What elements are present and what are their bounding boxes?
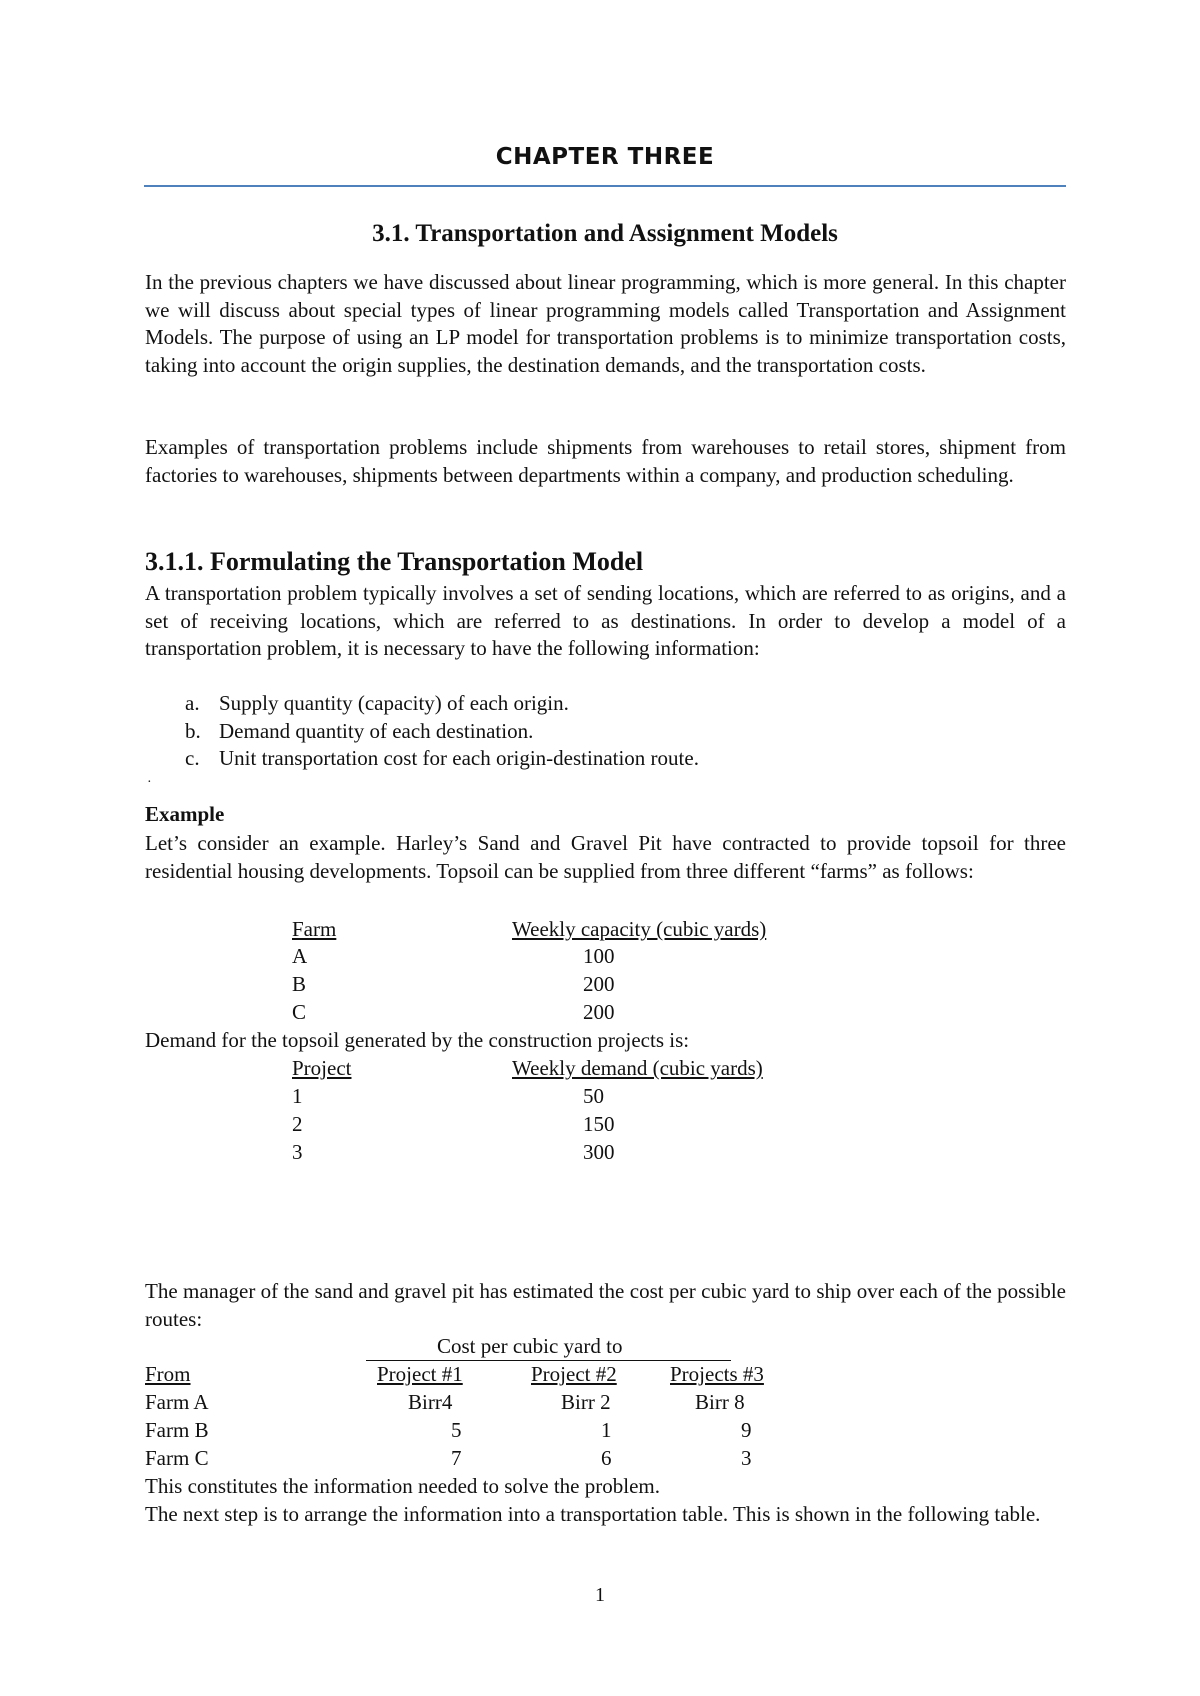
cost-value-cell: 7 (451, 1446, 462, 1470)
examples-paragraph: Examples of transportation problems include shipments from warehouses to retail stores, shipment from factories to warehouses, shipments between departments within a company, and production scheduling. (145, 435, 1066, 487)
conclusion-paragraph: The next step is to arrange the information into a transportation table. This is shown in the following table. (145, 1502, 1041, 1526)
cost-value-cell: 1 (601, 1418, 612, 1442)
cost-value-cell: 5 (451, 1418, 462, 1442)
supply-farm-cell: B (292, 972, 307, 996)
example-title: Example (145, 802, 225, 826)
supply-farm-cell: C (292, 1000, 307, 1024)
list-item (185, 690, 699, 718)
list-text: Unit transportation cost for each origin-destination route. (219, 746, 699, 770)
demand-project-cell: 2 (292, 1112, 303, 1136)
demand-header-demand: Weekly demand (cubic yards) (512, 1056, 763, 1080)
list-text: Demand quantity of each destination. (219, 718, 534, 743)
supply-capacity-cell: 200 (583, 1000, 615, 1024)
list-item (185, 745, 699, 773)
page-number: 1 (595, 1584, 605, 1606)
cost-header-project1: Project #1 (377, 1362, 463, 1386)
supply-header-capacity: Weekly capacity (cubic yards) (512, 917, 767, 941)
list-marker: a. (185, 691, 200, 715)
cost-value-cell: Birr 8 (695, 1390, 745, 1414)
formulating-paragraph: A transportation problem typically involves a set of sending locations, which are referred to as origins, and a set of receiving locations, which are referred to as destinations. In order to develop a model of a transportation problem, it is necessary to have the following information: (145, 581, 1066, 660)
cost-from-cell: Farm B (145, 1418, 209, 1442)
supply-capacity-cell: 200 (583, 972, 615, 996)
cost-value-cell: 6 (601, 1446, 612, 1470)
cost-value-cell: Birr 2 (561, 1390, 611, 1414)
subsection-title: 3.1.1. Formulating the Transportation Model (145, 547, 644, 576)
list-item (185, 718, 699, 746)
cost-value-cell: 9 (741, 1418, 752, 1442)
chapter-title: CHAPTER THREE (495, 144, 715, 170)
example-paragraph: Let’s consider an example. Harley’s Sand and Gravel Pit have contracted to provide topsoil for three residential housing developments. Topsoil can be supplied from three different “farms” as follows: (145, 831, 1066, 883)
cost-from-cell: Farm A (145, 1390, 209, 1414)
cost-from-cell: Farm C (145, 1446, 209, 1470)
demand-value-cell: 300 (583, 1140, 615, 1164)
supply-capacity-cell: 100 (583, 944, 615, 968)
info-list (185, 690, 699, 773)
cost-header-project2: Project #2 (531, 1362, 617, 1386)
supply-farm-cell: A (292, 944, 308, 968)
section-title: 3.1. Transportation and Assignment Models (372, 220, 838, 247)
supply-header-farm: Farm (292, 917, 337, 941)
intro-paragraph: In the previous chapters we have discussed about linear programming, which is more general. In this chapter we will discuss about special types of linear programming models called Transportation and Assignment Models. The purpose of using an LP model for transportation problems is to minimize transportation costs, taking into account the origin supplies, the destination demands, and the transportation costs. (145, 270, 1066, 377)
demand-project-cell: 1 (292, 1084, 303, 1108)
list-text: Supply quantity (capacity) of each origin. (219, 691, 569, 715)
demand-intro: Demand for the topsoil generated by the construction projects is: (145, 1028, 690, 1052)
stray-mark: · (147, 775, 152, 790)
conclusion-line-1: This constitutes the information needed to solve the problem. (145, 1474, 660, 1498)
cost-group-header: Cost per cubic yard to (437, 1334, 623, 1358)
cost-header-from: From (145, 1362, 191, 1386)
cost-intro-paragraph: The manager of the sand and gravel pit has estimated the cost per cubic yard to ship over each of the possible routes: (145, 1279, 1066, 1331)
cost-header-project3: Projects #3 (670, 1362, 764, 1386)
demand-value-cell: 150 (583, 1112, 615, 1136)
demand-header-project: Project (292, 1056, 352, 1080)
title-rule (144, 185, 1066, 187)
list-marker: c. (185, 746, 200, 770)
demand-project-cell: 3 (292, 1140, 303, 1164)
cost-value-cell: Birr4 (408, 1390, 453, 1414)
cost-value-cell: 3 (741, 1446, 752, 1470)
list-marker: b. (185, 718, 201, 743)
demand-value-cell: 50 (583, 1084, 604, 1108)
